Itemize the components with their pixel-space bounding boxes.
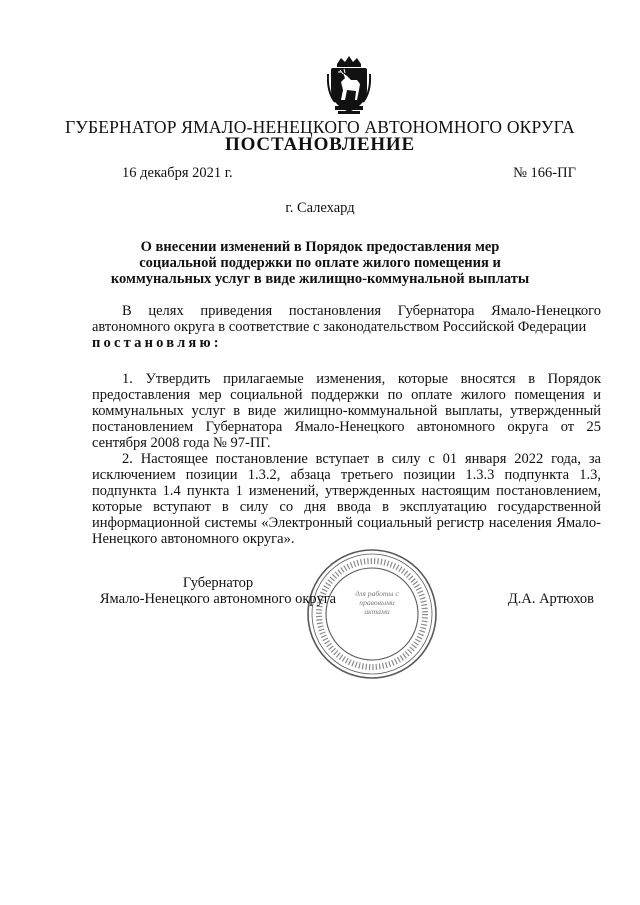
signatory-title-line-1: Губернатор [182,575,254,591]
document-title: О внесении изменений в Порядок предоставления мер социальной поддержки по оплате жилого помещения и коммунальных услуг в виде жилищно-коммунальной выплаты [110,239,530,287]
seal-center-text: для работы с правовыми актами [355,589,399,616]
item-2: 2. Настоящее постановление вступает в силу с 01 января 2022 года, за исключением позиции 1.3.2, абзаца третьего позиции 1.3.3 подпункта 1.3, подпункта 1.4 пункта 1 изменений, утвержденных настоящим постановлением, которые вступают в силу со дня ввода в эксплуатацию государственной информационной системы «Электронный социальный регистр населения Ямало-Ненецкого автономного округа». [92,451,601,547]
preamble [92,303,601,351]
preamble-text: В целях приведения постановления Губернатора Ямало-Ненецкого автономного округа в соответствие с законодательством Российской Федерации [92,303,601,335]
document-city: г. Салехард [285,200,355,216]
resolves-word: постановляю: [92,335,222,351]
signatory-title-line-2: Ямало-Ненецкого автономного округа [99,591,337,607]
signatory-title [92,575,344,607]
signatory-name: Д.А. Артюхов [507,591,594,607]
document-date: 16 декабря 2021 г. [122,165,233,181]
operative-items [92,371,601,547]
coat-of-arms-icon [327,56,371,116]
document-number: № 166-ПГ [513,165,576,181]
authority-heading: ГУБЕРНАТОР ЯМАЛО-НЕНЕЦКОГО АВТОНОМНОГО ОКРУГА [65,117,575,137]
item-1: 1. Утвердить прилагаемые изменения, которые вносятся в Порядок предоставления мер социальной поддержки по оплате жилого помещения и коммунальных услуг в виде жилищно-коммунальной выплаты, утвержденный постановлением Губернатора Ямало-Ненецкого автономного округа от 25 сентября 2008 года № 97-ПГ. [92,371,601,451]
document-type: ПОСТАНОВЛЕНИЕ [225,134,415,155]
